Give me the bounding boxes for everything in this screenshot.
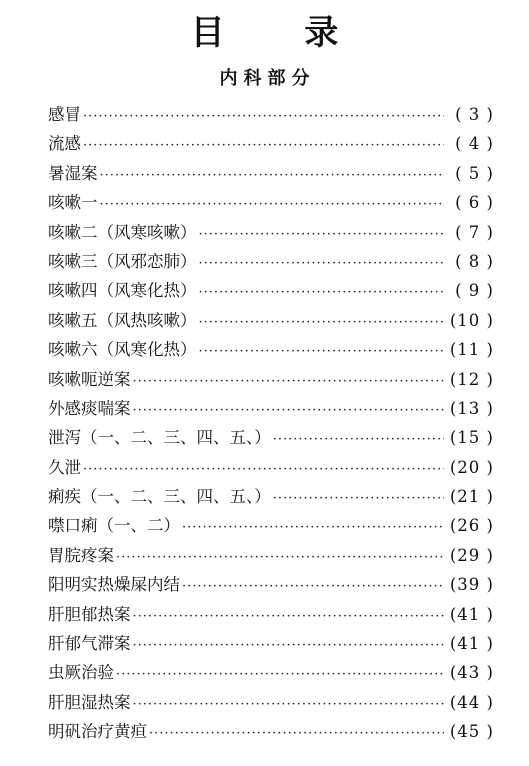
dot-leader: [100, 161, 445, 190]
toc-entry[interactable]: [48, 688, 494, 717]
toc-entry-page: (44 ): [449, 692, 494, 712]
dot-leader: [116, 660, 444, 689]
dot-leader: [133, 602, 445, 631]
dot-leader: [182, 572, 444, 601]
toc-entry-title: 咳嗽五（风热咳嗽）: [48, 310, 197, 330]
toc-entry-page: (13 ): [449, 398, 494, 418]
toc-entry[interactable]: [48, 247, 494, 276]
toc-entry-title: 泄泻（一、二、三、四、五、）: [48, 428, 271, 448]
toc-entry[interactable]: [48, 482, 494, 511]
toc-entry-page: (43 ): [449, 663, 494, 683]
toc-entry-page: (11 ): [449, 340, 494, 360]
toc-entry[interactable]: [48, 335, 494, 364]
toc-entry[interactable]: [48, 159, 494, 188]
toc-entry[interactable]: [48, 629, 494, 658]
dot-leader: [133, 396, 445, 425]
toc-entry-page: (26 ): [449, 516, 494, 536]
toc-entry[interactable]: [48, 129, 494, 158]
toc-entry-page: (10 ): [449, 310, 494, 330]
dot-leader: [199, 278, 445, 307]
toc-entry[interactable]: [48, 541, 494, 570]
dot-leader: [199, 337, 445, 366]
toc-entry-page: (39 ): [449, 575, 494, 595]
toc-entry-title: 咳嗽二（风寒咳嗽）: [48, 222, 197, 242]
toc-entry-title: 咳嗽呃逆案: [48, 369, 131, 389]
dot-leader: [116, 543, 444, 572]
dot-leader: [83, 131, 444, 160]
dot-leader: [199, 220, 445, 249]
toc-entry-title: 外感痰喘案: [48, 398, 131, 418]
toc-entry[interactable]: [48, 365, 494, 394]
toc-entry-title: 痢疾（一、二、三、四、五、）: [48, 487, 271, 507]
toc-entry-title: 肝胆湿热案: [48, 692, 131, 712]
toc-entry-title: 感冒: [48, 105, 81, 124]
dot-leader: [273, 484, 444, 513]
toc-entry-page: ( 9 ): [455, 281, 494, 301]
toc-entry-page: ( 6 ): [455, 193, 494, 213]
page-title: 目 录: [190, 13, 373, 53]
toc-entry-title: 胃脘疼案: [48, 545, 114, 565]
toc-entry[interactable]: [48, 276, 494, 305]
dot-leader: [83, 102, 444, 131]
toc-entry-title: 阳明实热燥屎内结: [48, 575, 180, 595]
toc-entry[interactable]: [48, 218, 494, 247]
dot-leader: [149, 719, 444, 748]
toc-entry-title: 咳嗽三（风邪恋肺）: [48, 251, 197, 271]
toc-entry[interactable]: [48, 600, 494, 629]
toc-entry-page: (12 ): [449, 369, 494, 389]
toc-entry-page: (45 ): [449, 722, 494, 742]
dot-leader: [83, 455, 444, 484]
toc-entry[interactable]: [48, 658, 494, 687]
toc-entry-page: ( 5 ): [455, 163, 494, 183]
toc-entry[interactable]: [48, 570, 494, 599]
toc-entry-title: 噤口痢（一、二）: [48, 516, 180, 536]
toc-entry-page: ( 4 ): [455, 134, 494, 154]
toc-entry-title: 流感: [48, 134, 81, 154]
table-of-contents: [48, 100, 494, 747]
dot-leader: [273, 425, 444, 454]
toc-entry-title: 咳嗽四（风寒化热）: [48, 281, 197, 301]
toc-entry-page: (21 ): [449, 487, 494, 507]
dot-leader: [100, 190, 445, 219]
dot-leader: [133, 690, 445, 719]
toc-entry-page: (41 ): [449, 604, 494, 624]
toc-entry[interactable]: [48, 394, 494, 423]
toc-entry-page: (41 ): [449, 634, 494, 654]
toc-entry-page: ( 3 ): [455, 105, 494, 124]
toc-entry[interactable]: [48, 423, 494, 452]
toc-entry-title: 肝胆郁热案: [48, 604, 131, 624]
toc-entry-title: 明矾治疗黄疸: [48, 722, 147, 742]
toc-entry-page: ( 8 ): [455, 251, 494, 271]
toc-entry-page: (15 ): [449, 428, 494, 448]
toc-entry[interactable]: [48, 306, 494, 335]
toc-entry-title: 肝郁气滞案: [48, 634, 131, 654]
toc-entry-page: (29 ): [449, 545, 494, 565]
toc-entry[interactable]: [48, 453, 494, 482]
toc-entry-page: ( 7 ): [455, 222, 494, 242]
dot-leader: [199, 308, 445, 337]
toc-entry-page: (20 ): [449, 457, 494, 477]
toc-entry-title: 咳嗽一: [48, 193, 98, 213]
toc-entry[interactable]: [48, 188, 494, 217]
toc-entry-title: 久泄: [48, 457, 81, 477]
toc-entry-title: 咳嗽六（风寒化热）: [48, 340, 197, 360]
dot-leader: [133, 631, 445, 660]
dot-leader: [199, 249, 445, 278]
section-heading: 内科部分: [219, 68, 316, 89]
toc-entry-title: 暑湿案: [48, 163, 98, 183]
toc-entry-title: 虫厥治验: [48, 663, 114, 683]
toc-entry[interactable]: [48, 717, 494, 746]
dot-leader: [133, 367, 445, 396]
dot-leader: [182, 513, 444, 542]
toc-entry[interactable]: [48, 100, 494, 129]
toc-entry[interactable]: [48, 511, 494, 540]
